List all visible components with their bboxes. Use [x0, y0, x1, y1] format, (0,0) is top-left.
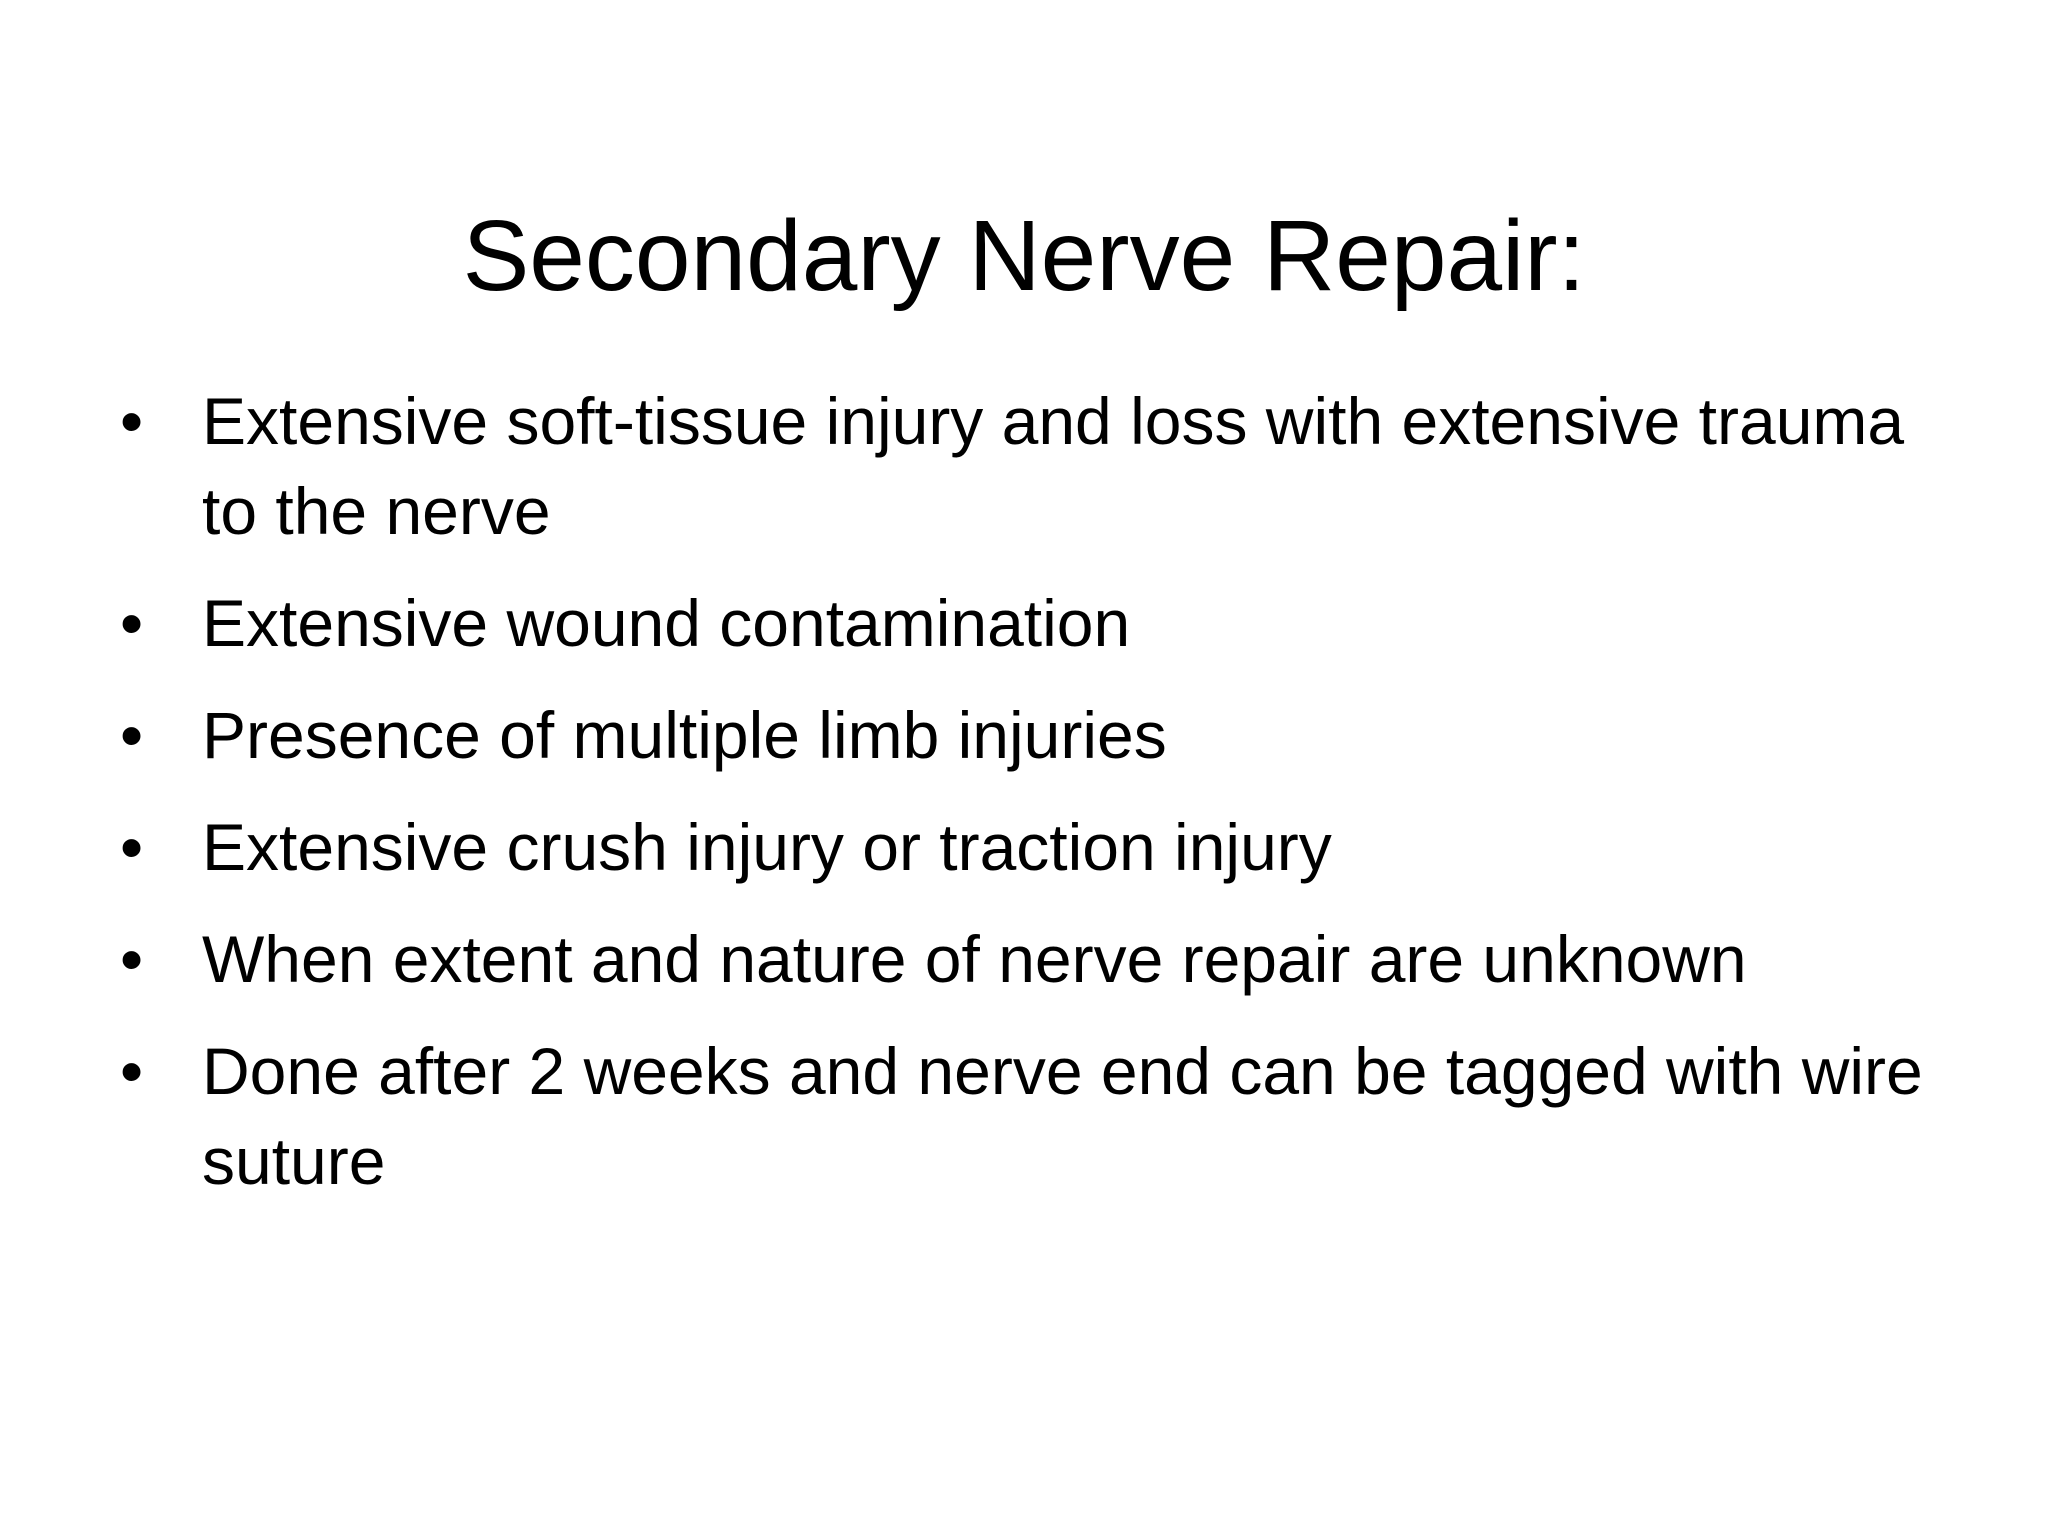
list-item-text: When extent and nature of nerve repair are unknown [202, 922, 1747, 996]
list-item [120, 1026, 1940, 1206]
list-item [120, 376, 1940, 556]
bullet-icon: • [120, 384, 144, 458]
list-item-text: Done after 2 weeks and nerve end can be tagged with wire suture [202, 1034, 1923, 1198]
list-item [120, 578, 1940, 668]
list-item-text: Extensive wound contamination [202, 586, 1131, 660]
list-item-text: Extensive crush injury or traction injury [202, 810, 1332, 884]
bullet-icon: • [120, 698, 144, 772]
bullet-icon: • [120, 922, 144, 996]
list-item [120, 914, 1940, 1004]
list-item-text: Presence of multiple limb injuries [202, 698, 1167, 772]
list-item-text: Extensive soft-tissue injury and loss with extensive trauma to the nerve [202, 384, 1905, 548]
bullet-icon: • [120, 1034, 144, 1108]
slide-title: Secondary Nerve Repair: [462, 200, 1586, 312]
list-item [120, 802, 1940, 892]
bullet-icon: • [120, 810, 144, 884]
bullet-list [120, 376, 1940, 1228]
list-item [120, 690, 1940, 780]
bullet-icon: • [120, 586, 144, 660]
